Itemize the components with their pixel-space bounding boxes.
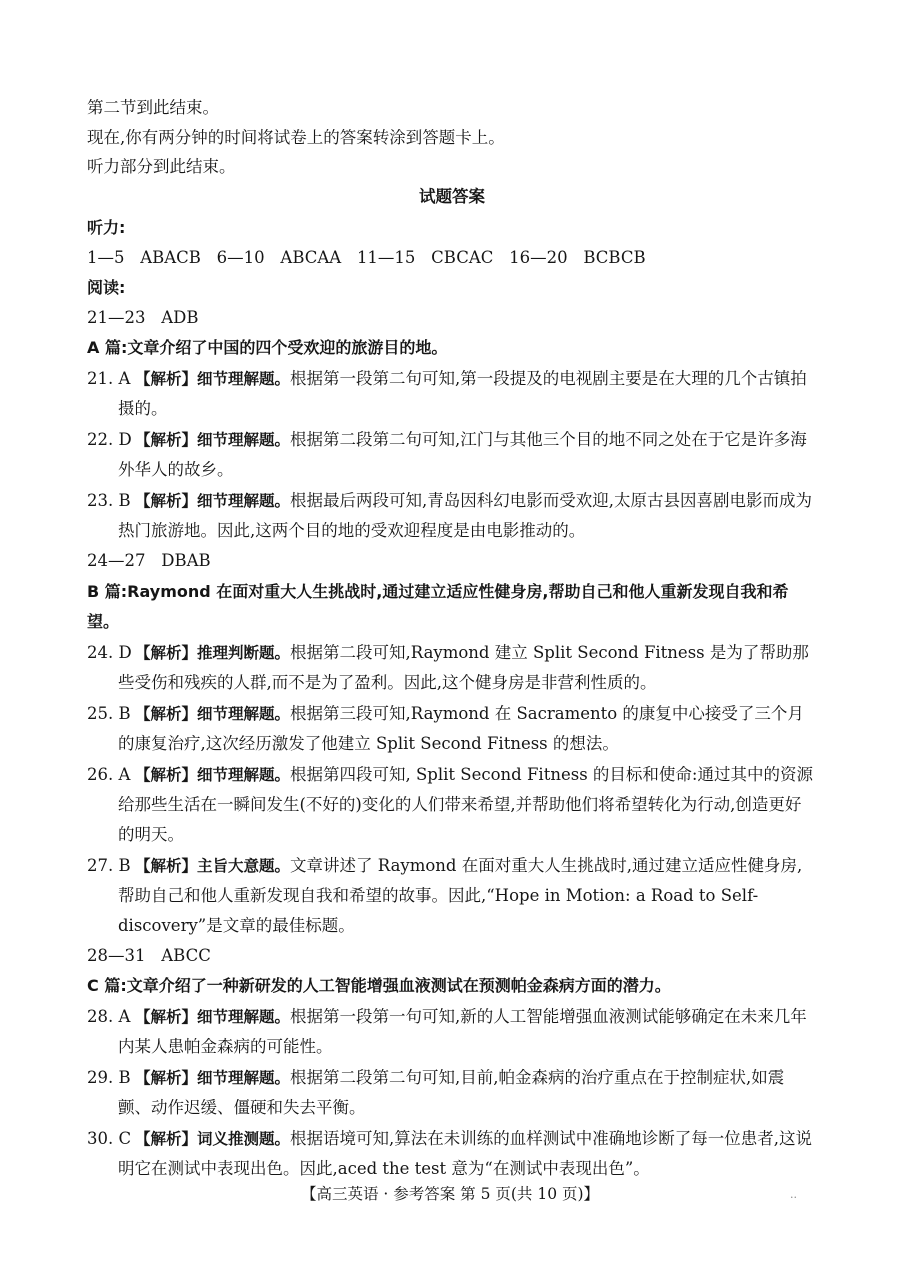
analysis-tag: 【解析】细节理解题。 bbox=[135, 431, 291, 449]
answer-item bbox=[87, 1002, 817, 1062]
answer-item bbox=[87, 1063, 817, 1123]
analysis-tag: 【解析】细节理解题。 bbox=[135, 704, 291, 723]
page-content bbox=[87, 94, 817, 1185]
answer-item bbox=[87, 364, 817, 424]
answer-item bbox=[87, 851, 817, 941]
question-number: 24. D bbox=[87, 642, 132, 662]
analysis-text: 根据最后两段可知,青岛因科幻电影而受欢迎,太原古县因喜剧电影而成为热门旅游地。因此,这两个目的地的受欢迎程度是由电影推动的。 bbox=[118, 491, 813, 540]
analysis-tag: 【解析】主旨大意题。 bbox=[135, 856, 291, 875]
question-number: 21. A bbox=[87, 369, 131, 388]
corner-mark: .. bbox=[790, 1188, 797, 1201]
answer-range: 24—27 DBAB bbox=[87, 551, 211, 570]
passage-summary: A 篇:文章介绍了中国的四个受欢迎的旅游目的地。 bbox=[87, 338, 448, 357]
analysis-tag: 【解析】细节理解题。 bbox=[135, 492, 291, 510]
question-number: 23. B bbox=[87, 491, 131, 510]
analysis-tag: 【解析】细节理解题。 bbox=[135, 1008, 291, 1026]
question-number: 26. A bbox=[87, 764, 131, 784]
question-number: 27. B bbox=[87, 855, 131, 875]
analysis-text: 根据第一段第一句可知,新的人工智能增强血液测试能够确定在未来几年内某人患帕金森病的可能性。 bbox=[118, 1007, 807, 1056]
analysis-text: 根据第四段可知, Split Second Fitness 的目标和使命:通过其中的资源给那些生活在一瞬间发生(不好的)变化的人们带来希望,并帮助他们将希望转化为行动,创造更好的明天。 bbox=[118, 764, 813, 844]
question-number: 28. A bbox=[87, 1007, 131, 1026]
answer-item bbox=[87, 425, 817, 485]
reading-heading: 阅读: bbox=[87, 277, 126, 297]
analysis-text: 根据第二段可知,Raymond 建立 Split Second Fitness 是为了帮助那些受伤和残疾的人群,而不是为了盈利。因此,这个健身房是非营利性质的。 bbox=[118, 642, 809, 692]
passage-summary: B 篇:Raymond 在面对重大人生挑战时,通过建立适应性健身房,帮助自己和他人重新发现自我和希望。 bbox=[87, 581, 789, 631]
analysis-text: 文章讲述了 Raymond 在面对重大人生挑战时,通过建立适应性健身房,帮助自己和他人重新发现自我和希望的故事。因此,“Hope in Motion: a Road to Self-discovery”是文章的最佳标题。 bbox=[118, 855, 803, 935]
answer-item bbox=[87, 699, 817, 759]
answer-range: 21—23 ADB bbox=[87, 307, 199, 327]
question-number: 29. B bbox=[87, 1068, 131, 1087]
analysis-text: 根据第二段第二句可知,江门与其他三个目的地不同之处在于它是许多海外华人的故乡。 bbox=[118, 430, 807, 479]
analysis-text: 根据第一段第二句可知,第一段提及的电视剧主要是在大理的几个古镇拍摄的。 bbox=[118, 369, 807, 418]
answer-range: 28—31 ABCC bbox=[87, 945, 211, 965]
answer-item bbox=[87, 486, 817, 546]
question-number: 25. B bbox=[87, 703, 131, 723]
analysis-tag: 【解析】细节理解题。 bbox=[135, 370, 291, 388]
passage-summary: C 篇:文章介绍了一种新研发的人工智能增强血液测试在预测帕金森病方面的潜力。 bbox=[87, 976, 671, 995]
intro-line: 第二节到此结束。 bbox=[87, 98, 219, 117]
listening-heading: 听力: bbox=[87, 218, 126, 237]
analysis-text: 根据第二段第二句可知,目前,帕金森病的治疗重点在于控制症状,如震颤、动作迟缓、僵硬和失去平衡。 bbox=[118, 1068, 785, 1117]
intro-line: 现在,你有两分钟的时间将试卷上的答案转涂到答题卡上。 bbox=[87, 127, 505, 147]
question-number: 30. C bbox=[87, 1129, 132, 1148]
page-footer: 【高三英语 · 参考答案 第 5 页(共 10 页)】 bbox=[300, 1185, 600, 1203]
page-title: 试题答案 bbox=[419, 187, 485, 206]
question-number: 22. D bbox=[87, 430, 132, 449]
intro-line: 听力部分到此结束。 bbox=[87, 157, 236, 176]
answer-item bbox=[87, 760, 817, 850]
analysis-text: 根据第三段可知,Raymond 在 Sacramento 的康复中心接受了三个月的康复治疗,这次经历激发了他建立 Split Second Fitness 的想法。 bbox=[118, 703, 804, 753]
analysis-tag: 【解析】细节理解题。 bbox=[135, 1069, 291, 1087]
answer-item bbox=[87, 1124, 817, 1184]
analysis-text: 根据语境可知,算法在未训练的血样测试中准确地诊断了每一位患者,这说明它在测试中表现出色。因此,aced the test 意为“在测试中表现出色”。 bbox=[118, 1129, 813, 1178]
analysis-tag: 【解析】推理判断题。 bbox=[135, 643, 291, 662]
analysis-tag: 【解析】细节理解题。 bbox=[135, 765, 291, 784]
answer-item bbox=[87, 638, 817, 698]
analysis-tag: 【解析】词义推测题。 bbox=[135, 1130, 291, 1148]
listening-answers: 1—5 ABACB 6—10 ABCAA 11—15 CBCAC 16—20 BCBCB bbox=[87, 248, 646, 267]
